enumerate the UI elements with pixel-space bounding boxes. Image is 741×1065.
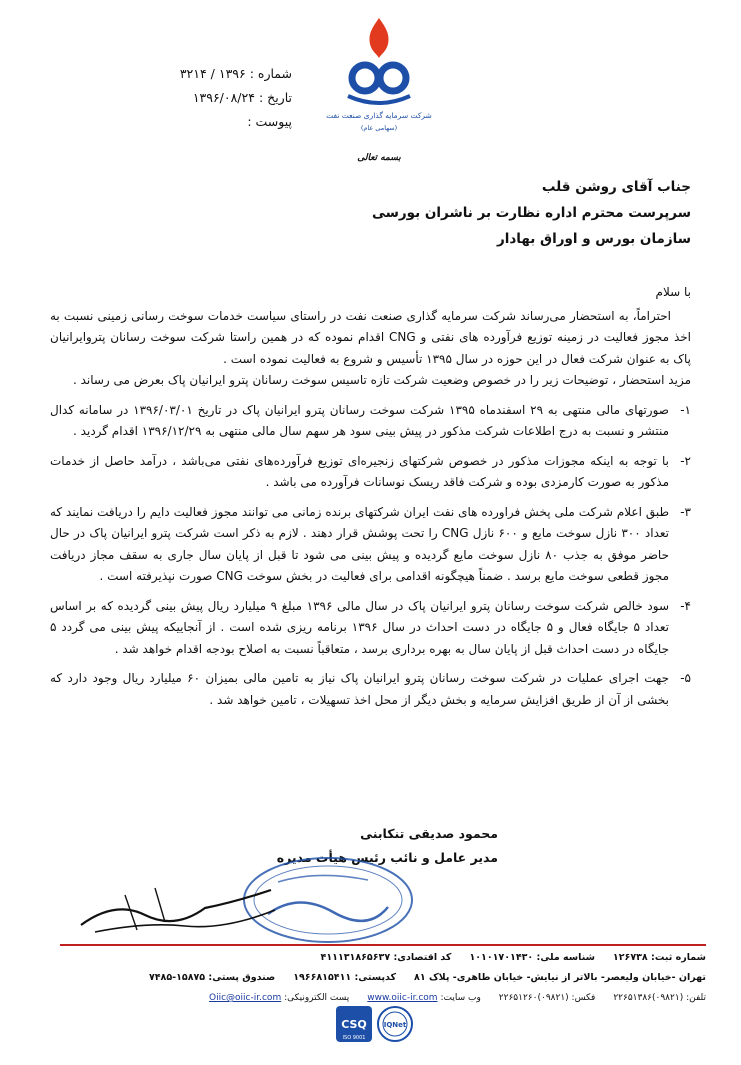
logo-company-name: شرکت سرمایه گذاری صنعت نفت bbox=[326, 111, 432, 120]
list-item bbox=[50, 502, 691, 588]
footer-divider bbox=[60, 944, 706, 946]
footer-row-ids bbox=[60, 948, 706, 968]
iqnet-certification-badge bbox=[376, 1005, 414, 1043]
signatory-title: مدیر عامل و نائب رئیس هیأت مدیره bbox=[276, 850, 498, 865]
email: پست الکترونیکی: Oiic@oiic-ir.com bbox=[209, 993, 350, 1003]
recipient-name: جناب آقای روشن قلب bbox=[541, 179, 691, 195]
letterhead-footer bbox=[60, 948, 706, 1008]
svg-text:ISO 9001: ISO 9001 bbox=[342, 1035, 366, 1041]
list-item-number: ۴- bbox=[680, 598, 691, 613]
list-item bbox=[50, 400, 691, 443]
postal-code: کدپستی: ۱۹۶۶۸۱۵۴۱۱ bbox=[293, 972, 397, 983]
svg-text:CSQ: CSQ bbox=[341, 1018, 367, 1031]
recipient-block bbox=[291, 174, 691, 252]
recipient-organization: سازمان بورس و اوراق بهادار bbox=[496, 231, 691, 247]
handwritten-signature bbox=[75, 870, 280, 940]
logo-company-type: (سهامی عام) bbox=[360, 124, 398, 132]
letter-date: تاریخ : ۱۳۹۶/۰۸/۲۴ bbox=[192, 90, 292, 105]
list-item-number: ۵- bbox=[680, 671, 691, 685]
economic-code: کد اقتصادی: ۴۱۱۱۳۱۸۶۵۶۳۷ bbox=[320, 952, 452, 963]
list-item-text: طبق اعلام شرکت ملی پخش فراورده های نفت ایران شرکتهای برنده زمانی می توانند مجوز فعالیت دایم را دریافت نمایند که تعداد ۳۰۰ نازل سوخت مایع و ۶۰۰ نازل CNG را تحت پوشش قرار دهند . لازم به ذکر است شرکت پترو ایرانیان پاک در حال حاضر موفق به جذب ۸۰ نازل سوخت مایع گردیده و پیش بینی می شود تا قبل از پایان سال جاری به سقف مجاز دریافت مجوز قطعی سوخت مایع برسد . ضمناً هیچگونه اقدامی برای فعالیت در بخش سوخت CNG صورت نپذیرفته است . bbox=[50, 504, 670, 583]
svg-text:IQNet: IQNet bbox=[383, 1021, 407, 1029]
list-item-number: ۲- bbox=[680, 453, 691, 468]
letter-number: شماره : ۱۳۹۶ / ۳۲۱۴ bbox=[179, 66, 292, 81]
phone: تلفن: (۰۹۸۲۱)۲۲۶۵۱۳۸۶ bbox=[613, 993, 706, 1003]
greeting: با سلام bbox=[655, 285, 691, 299]
website: وب سایت: www.oiic-ir.com bbox=[367, 993, 481, 1003]
list-item-text: با توجه به اینکه مجوزات مذکور در خصوص شرکتهای زنجیره‌ای توزیع فرآورده‌های نفتی می‌باشد ، درآمد حاصل از خدمات مذکور به صورت کارمزدی بوده و شرکت فاقد ریسک نوسانات فرآورده می باشد . bbox=[50, 453, 669, 489]
intro-paragraph: احتراماً، به استحضار می‌رساند شرکت سرمایه گذاری صنعت نفت در راستای سیاست خدمات سوخت رسانی زمینی نسبت به اخذ مجوز فعالیت در زمینه توزیع فرآورده های نفتی و CNG اقدام نموده که در همین راستا شرکت سوخت رسانان پتروایرانیان پاک به عنوان شرکت فعال در این حوزه در سال ۱۳۹۵ تأسیس و شروع به فعالیت نموده است . bbox=[50, 308, 691, 366]
website-link[interactable]: www.oiic-ir.com bbox=[367, 993, 438, 1003]
csq-certification-badge bbox=[335, 1005, 373, 1043]
po-box: صندوق پستی: ۱۵۸۷۵-۷۴۸۵ bbox=[148, 972, 276, 983]
letter-meta bbox=[172, 62, 292, 134]
list-item bbox=[50, 451, 691, 494]
list-item-number: ۱- bbox=[680, 402, 691, 417]
registration-number: شماره ثبت: ۱۲۶۷۳۸ bbox=[612, 952, 706, 963]
fax: فکس: (۰۹۸۲۱)۲۲۶۵۱۲۶۰ bbox=[498, 993, 596, 1003]
list-item bbox=[50, 596, 691, 661]
intro-paragraph-2: مزید استحضار ، توضیحات زیر را در خصوص وضعیت شرکت تازه تاسیس سوخت رسانان پترو ایرانیان پاک بعرض می رساند . bbox=[72, 373, 691, 387]
signatory-name: محمود صدیقی تنکابنی bbox=[360, 826, 498, 841]
list-item-text: صورتهای مالی منتهی به ۲۹ اسفندماه ۱۳۹۵ شرکت سوخت رسانان پترو ایرانیان پاک در تاریخ ۱۳۹۶/۰۳/۰۱ در سامانه کدال منتشر و نسبت به درج اطلاعات شرکت مذکور در پیش بینی سود هر سهم سال مالی منتهی به ۱۳۹۶/۱۲/۲۹ اقدام گردید . bbox=[50, 402, 669, 438]
footer-row-address bbox=[60, 968, 706, 988]
address: تهران -خیابان ولیعصر- بالاتر از نیایش- خیابان طاهری- پلاک ۸۱ bbox=[414, 972, 706, 983]
list-item bbox=[50, 668, 691, 711]
company-logo bbox=[326, 14, 432, 164]
recipient-title: سرپرست محترم اداره نظارت بر ناشران بورسی bbox=[371, 205, 691, 221]
email-link[interactable]: Oiic@oiic-ir.com bbox=[209, 993, 282, 1003]
national-id: شناسه ملی: ۱۰۱۰۱۷۰۱۴۳۰ bbox=[469, 952, 595, 963]
letter-attachment: پیوست : bbox=[247, 114, 292, 129]
list-item-number: ۳- bbox=[680, 504, 691, 519]
list-item-text: سود خالص شرکت سوخت رسانان پترو ایرانیان پاک در سال مالی ۱۳۹۶ مبلغ ۹ میلیارد ریال پیش بینی گردیده که بر اساس تعداد ۵ جایگاه فعال و ۵ جایگاه در دست احداث در سال ۱۳۹۶ برنامه ریزی شده است . از آنجاییکه پیش بینی می گردد ۵ جایگاه در دست احداث قبل از پایان سال به بهره برداری برسد ، متعاقباً نسبت به اصلاح بودجه اقدام خواهد شد . bbox=[50, 598, 670, 656]
list-item-text: جهت اجرای عملیات در شرکت سوخت رسانان پترو ایرانیان پاک نیاز به تامین مالی بمیزان ۶۰ میلیارد ریال وجود دارد که بخشی از آن از طریق افزایش سرمایه و بخش دیگر از محل اخذ تسهیلات ، تامین خواهد شد . bbox=[50, 671, 669, 707]
invocation: بسمه تعالی bbox=[357, 153, 401, 163]
letter-body bbox=[50, 282, 691, 711]
